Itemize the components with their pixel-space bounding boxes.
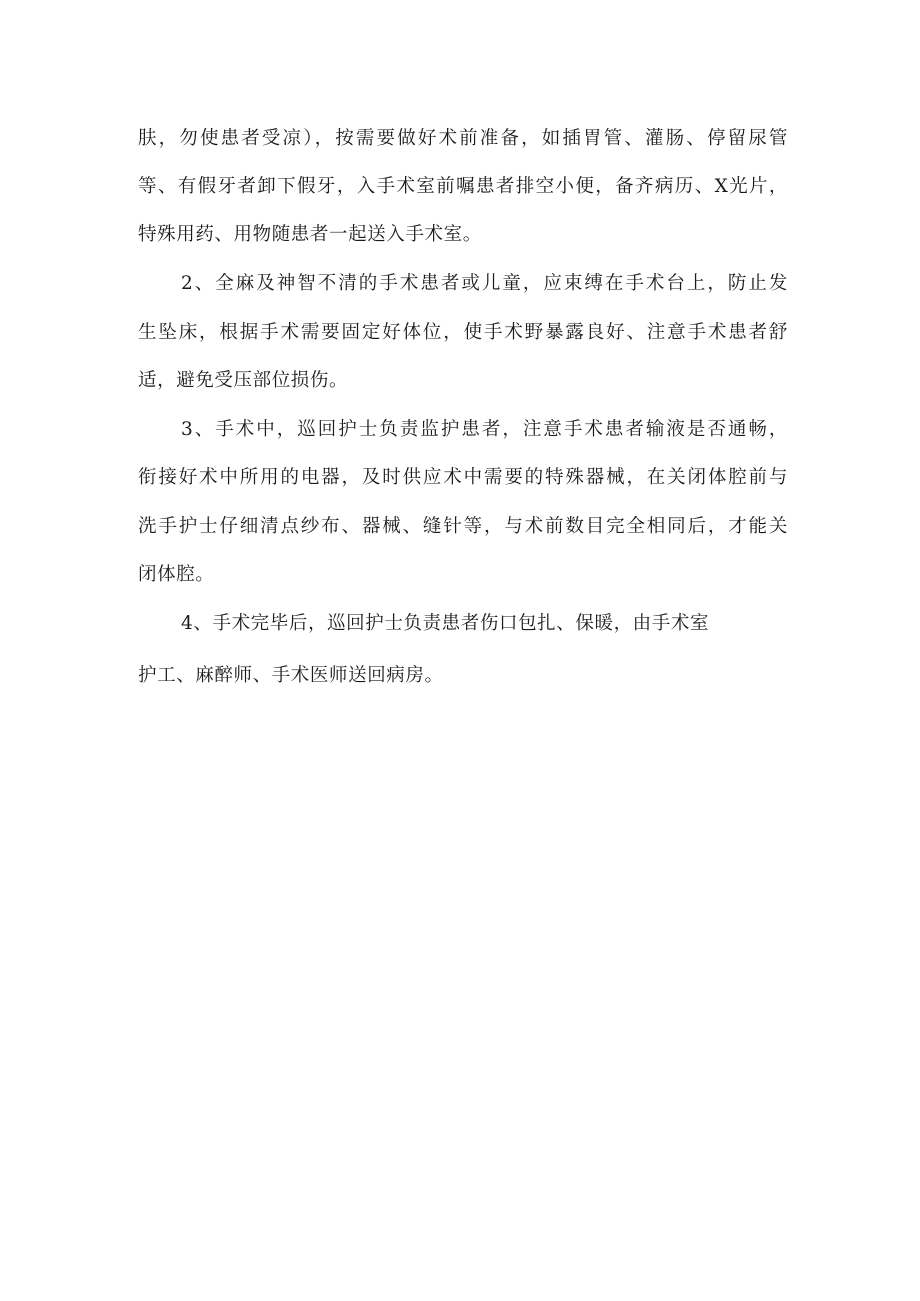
paragraph-3-line-2: 衔接好术中所用的电器，及时供应术中需要的特殊器械，在关闭体腔前与 — [138, 467, 788, 488]
paragraph-1-line-1: 肤，勿使患者受凉），按需要做好术前准备，如插胃管、灌肠、停留尿管 — [138, 128, 788, 149]
paragraph-1-line-2: 等、有假牙者卸下假牙，入手术室前嘱患者排空小便，备齐病历、X光片， — [138, 176, 788, 197]
paragraph-4-line-2: 护工、麻醉师、手术医师送回病房。 — [138, 665, 444, 686]
paragraph-3-line-3: 洗手护士仔细清点纱布、器械、缝针等，与术前数目完全相同后，才能关 — [138, 516, 788, 537]
paragraph-3-line-1: 3、手术中，巡回护士负责监护患者，注意手术患者输液是否通畅， — [181, 419, 788, 440]
paragraph-1-line-3: 特殊用药、用物随患者一起送入手术室。 — [138, 224, 482, 245]
paragraph-3-line-4: 闭体腔。 — [138, 564, 215, 585]
paragraph-4-line-1: 4、手术完毕后，巡回护士负责患者伤口包扎、保暖，由手术室 — [181, 613, 710, 634]
paragraph-2-line-3: 适，避免受压部位损伤。 — [138, 370, 349, 391]
paragraph-2-line-1: 2、全麻及神智不清的手术患者或儿童，应束缚在手术台上，防止发 — [181, 273, 788, 294]
paragraph-2-line-2: 生坠床，根据手术需要固定好体位，使手术野暴露良好、注意手术患者舒 — [138, 322, 788, 343]
